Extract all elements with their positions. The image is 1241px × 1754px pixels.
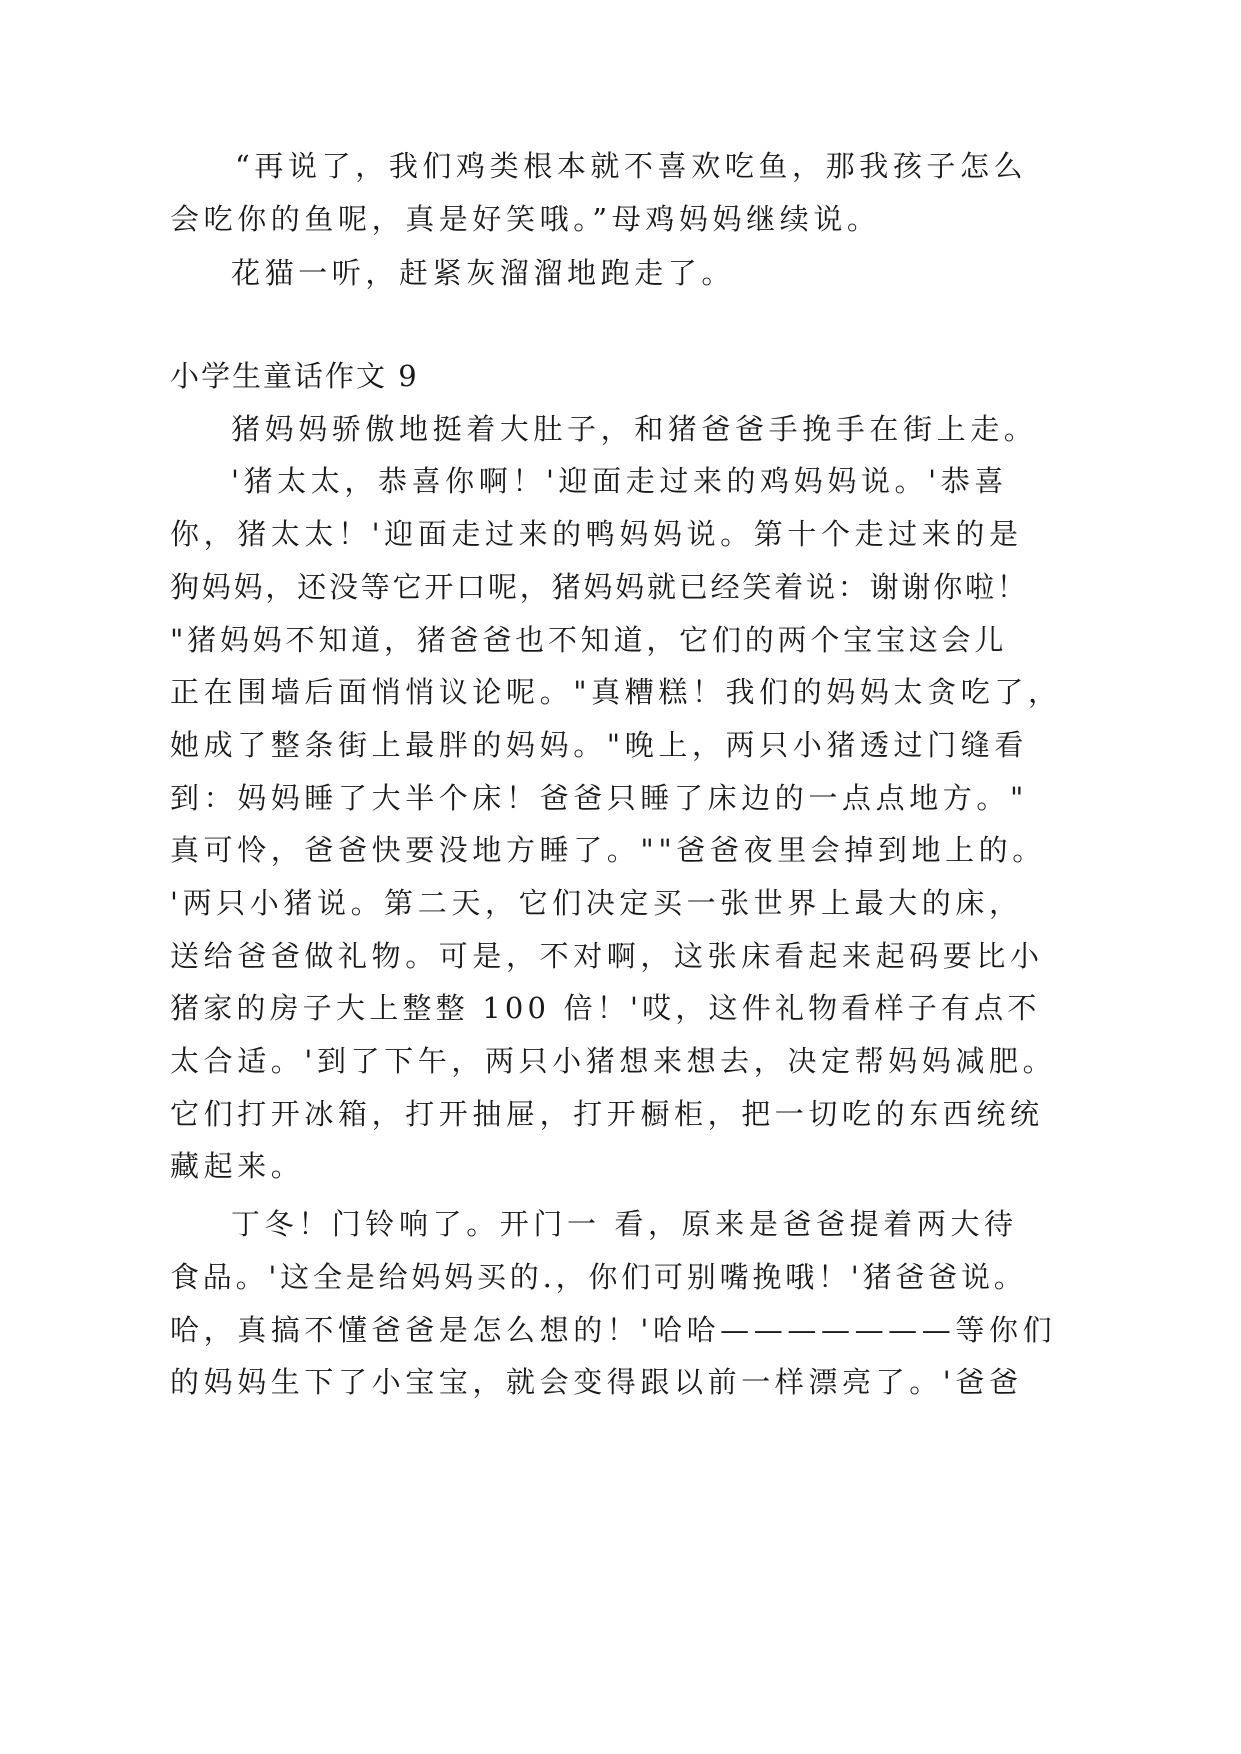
paragraph-line: '猪太太，恭喜你啊！'迎面走过来的鸡妈妈说。'恭喜 <box>231 464 1008 498</box>
paragraph-line: 太合适。'到了下午，两只小猪想来想去，决定帮妈妈减肥。 <box>170 1044 1057 1078</box>
paragraph-line: 丁冬！门铃响了。开门一 看，原来是爸爸提着两大待 <box>231 1207 1018 1241</box>
paragraph-line: '两只小猪说。第二天，它们决定买一张世界上最大的床， <box>170 886 1023 920</box>
paragraph-line: 它们打开冰箱，打开抽屉，打开橱柜，把一切吃的东西统统 <box>170 1097 1044 1131</box>
section-title: 小学生童话作文 9 <box>170 359 419 393</box>
paragraph-line: 真可怜，爸爸快要没地方睡了。""爸爸夜里会掉到地上的。 <box>170 833 1046 867</box>
paragraph-line: 猪家的房子大上整整 100 倍！'哎，这件礼物看样子有点不 <box>170 991 1041 1025</box>
paragraph-line: 的妈妈生下了小宝宝，就会变得跟以前一样漂亮了。'爸爸 <box>170 1365 1023 1399</box>
paragraph-line: “再说了，我们鸡类根本就不喜欢吃鱼，那我孩子怎么 <box>235 149 1028 183</box>
paragraph-line: 送给爸爸做礼物。可是，不对啊，这张床看起来起码要比小 <box>170 939 1044 973</box>
paragraph-line: 花猫一听，赶紧灰溜溜地跑走了。 <box>231 256 736 290</box>
paragraph-line: 狗妈妈，还没等它开口呢，猪妈妈就已经笑着说：谢谢你啦！ <box>170 570 1029 604</box>
paragraph-line: 你，猪太太！'迎面走过来的鸭妈妈说。第十个走过来的是 <box>170 517 1023 551</box>
paragraph-line: 猪妈妈骄傲地挺着大肚子，和猪爸爸手挽手在街上走。 <box>231 412 1038 446</box>
paragraph-line: 会吃你的鱼呢，真是好笑哦。”母鸡妈妈继续说。 <box>170 202 881 236</box>
paragraph-line: "猪妈妈不知道，猪爸爸也不知道，它们的两个宝宝这会儿 <box>170 623 1008 657</box>
paragraph-line: 哈，真搞不懂爸爸是怎么想的！'哈哈———————等你们 <box>170 1313 1057 1347</box>
paragraph-line: 正在围墙后面悄悄议论呢。"真糟糕！我们的妈妈太贪吃了， <box>170 675 1062 709</box>
paragraph-line: 藏起来。 <box>170 1149 305 1183</box>
paragraph-line: 食品。'这全是给妈妈买的.，你们可别嘴挽哦！'猪爸爸说。 <box>170 1260 1027 1294</box>
paragraph-line: 到：妈妈睡了大半个床！爸爸只睡了床边的一点点地方。" <box>170 781 1028 815</box>
paragraph-line: 她成了整条街上最胖的妈妈。"晚上，两只小猪透过门缝看 <box>170 728 1028 762</box>
